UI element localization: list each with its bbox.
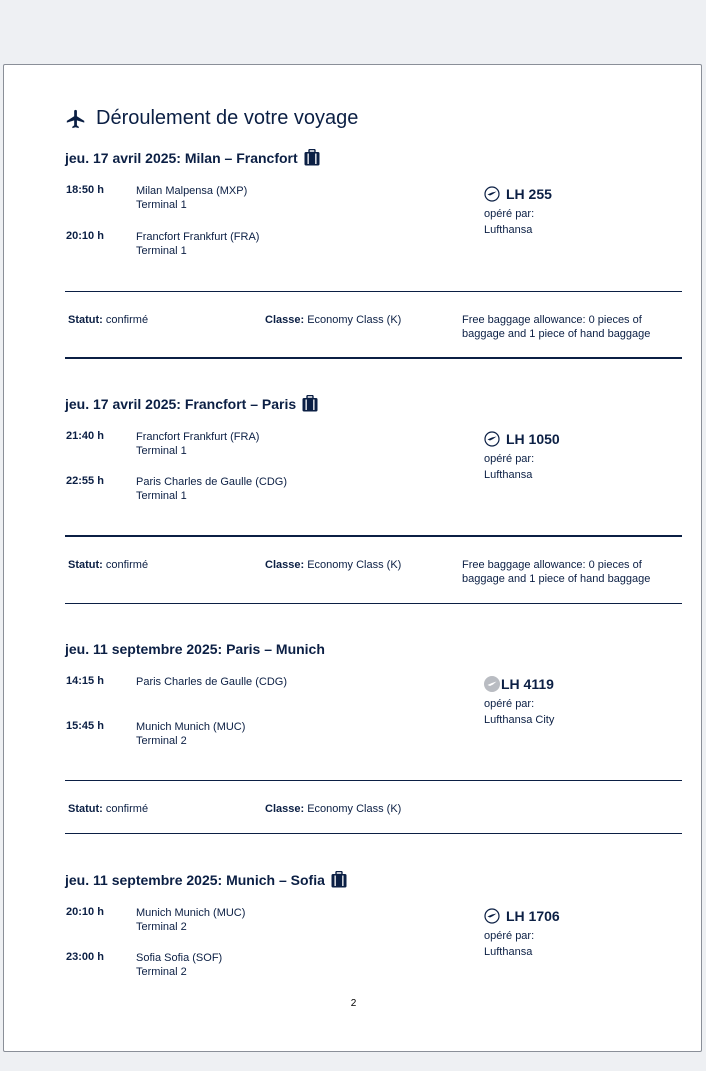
lufthansa-crane-icon: [484, 431, 500, 447]
departure-time: 18:50 h: [66, 184, 104, 196]
operated-by-label: opéré par:: [484, 930, 535, 942]
status-info: Statut: confirmé: [68, 559, 149, 571]
arrival-time: 15:45 h: [66, 720, 104, 732]
itinerary-heading: [65, 107, 358, 130]
operated-by-label: opéré par:: [484, 453, 535, 465]
segment-title: jeu. 17 avril 2025: Milan – Francfort: [65, 149, 320, 166]
flight-number: LH 4119: [501, 676, 554, 692]
airplane-icon: [65, 108, 87, 130]
status-info: Statut: confirmé: [68, 803, 149, 815]
segment-title: jeu. 17 avril 2025: Francfort – Paris: [65, 395, 318, 412]
flight-info: [484, 908, 560, 960]
flight-number: LH 1050: [506, 431, 560, 447]
class-info: Classe: Economy Class (K): [265, 803, 402, 815]
arrival-terminal: Terminal 1: [136, 245, 187, 257]
lufthansa-crane-icon: [484, 908, 500, 924]
baggage-icon: [302, 395, 318, 412]
departure-time: 14:15 h: [66, 675, 104, 687]
divider: [65, 357, 682, 359]
baggage-allowance: Free baggage allowance: 0 pieces of baggage and 1 piece of hand baggage: [462, 314, 651, 340]
departure-time: 21:40 h: [66, 430, 104, 442]
page-number: 2: [350, 998, 357, 1009]
divider: [65, 535, 682, 537]
document-page: [3, 64, 702, 1052]
arrival-airport: Francfort Frankfurt (FRA): [136, 231, 260, 243]
operator-name: Lufthansa City: [484, 714, 555, 726]
departure-airport: Paris Charles de Gaulle (CDG): [136, 676, 287, 688]
status-info: Statut: confirmé: [68, 314, 149, 326]
class-value: Economy Class (K): [307, 803, 402, 815]
departure-terminal: Terminal 1: [136, 199, 187, 211]
operated-by-label: opéré par:: [484, 698, 535, 710]
arrival-airport: Sofia Sofia (SOF): [136, 952, 223, 964]
flight-info: [484, 676, 554, 728]
flight-info: [484, 186, 552, 238]
class-value: Economy Class (K): [307, 314, 402, 326]
operated-by-label: opéré par:: [484, 208, 535, 220]
departure-airport: Milan Malpensa (MXP): [136, 185, 248, 197]
operator-name: Lufthansa: [484, 946, 533, 958]
lufthansa-city-icon: [484, 676, 500, 692]
divider: [65, 780, 682, 781]
operator-name: Lufthansa: [484, 469, 533, 481]
segment-title: jeu. 11 septembre 2025: Munich – Sofia: [65, 871, 347, 888]
divider: [65, 833, 682, 834]
arrival-terminal: Terminal 1: [136, 490, 187, 502]
baggage-icon: [331, 871, 347, 888]
baggage-icon: [304, 149, 320, 166]
departure-terminal: Terminal 2: [136, 921, 187, 933]
lufthansa-crane-icon: [484, 186, 500, 202]
flight-number: LH 1706: [506, 908, 560, 924]
operator-name: Lufthansa: [484, 224, 533, 236]
arrival-airport: Munich Munich (MUC): [136, 721, 246, 733]
status-value: confirmé: [105, 803, 149, 815]
page-title: Déroulement de votre voyage: [96, 107, 359, 129]
departure-time: 20:10 h: [66, 906, 104, 918]
arrival-time: 20:10 h: [66, 230, 104, 242]
arrival-terminal: Terminal 2: [136, 735, 187, 747]
divider: [65, 291, 682, 292]
arrival-airport: Paris Charles de Gaulle (CDG): [136, 476, 287, 488]
arrival-time: 22:55 h: [66, 475, 104, 487]
status-value: confirmé: [105, 559, 149, 571]
arrival-time: 23:00 h: [66, 951, 104, 963]
flight-info: [484, 431, 560, 483]
departure-terminal: Terminal 1: [136, 445, 187, 457]
flight-number: LH 255: [506, 186, 552, 202]
baggage-allowance: Free baggage allowance: 0 pieces of baggage and 1 piece of hand baggage: [462, 559, 651, 585]
departure-airport: Munich Munich (MUC): [136, 907, 246, 919]
class-info: Classe: Economy Class (K): [265, 559, 402, 571]
segment-title: jeu. 11 septembre 2025: Paris – Munich: [65, 641, 325, 657]
class-value: Economy Class (K): [307, 559, 402, 571]
arrival-terminal: Terminal 2: [136, 966, 187, 978]
divider: [65, 603, 682, 604]
class-info: Classe: Economy Class (K): [265, 314, 402, 326]
departure-airport: Francfort Frankfurt (FRA): [136, 431, 260, 443]
status-value: confirmé: [105, 314, 149, 326]
